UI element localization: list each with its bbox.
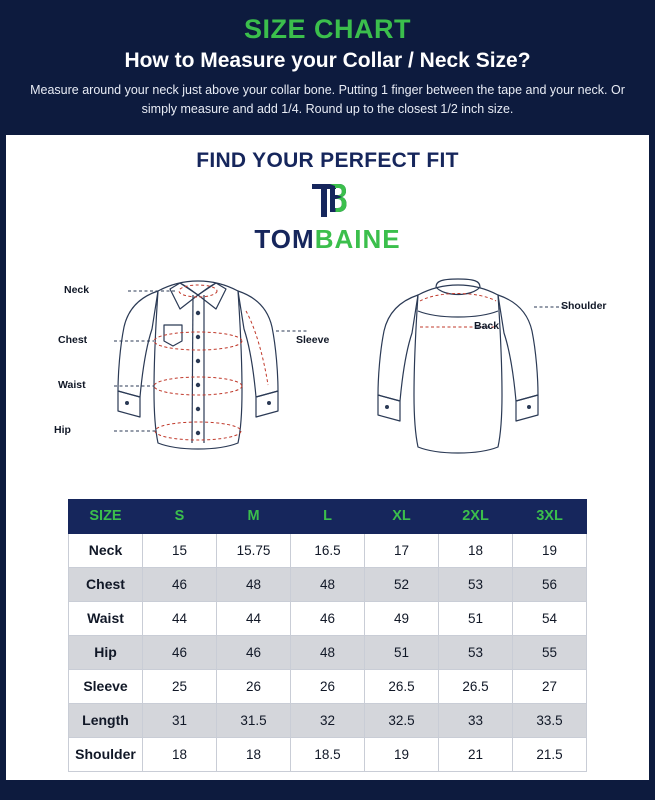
table-row — [69, 533, 587, 567]
cell: 33.5 — [513, 703, 587, 737]
cell: 15 — [143, 533, 217, 567]
cell: 33 — [439, 703, 513, 737]
cell: 48 — [291, 567, 365, 601]
table-row — [69, 567, 587, 601]
row-label: Shoulder — [69, 737, 143, 771]
cell: 17 — [365, 533, 439, 567]
cell: 21.5 — [513, 737, 587, 771]
cell: 25 — [143, 669, 217, 703]
cell: 48 — [291, 635, 365, 669]
cell: 46 — [143, 635, 217, 669]
size-table-body — [69, 533, 587, 771]
brand-name-second: BAINE — [314, 223, 401, 254]
size-table-container — [68, 499, 587, 772]
row-label: Length — [69, 703, 143, 737]
tb-monogram-icon — [306, 179, 350, 223]
row-label: Chest — [69, 567, 143, 601]
row-label: Neck — [69, 533, 143, 567]
table-row — [69, 669, 587, 703]
fit-card — [6, 135, 649, 780]
col-header-l: L — [291, 499, 365, 533]
cell: 44 — [217, 601, 291, 635]
cell: 26.5 — [439, 669, 513, 703]
cell: 52 — [365, 567, 439, 601]
cell: 55 — [513, 635, 587, 669]
cell: 18 — [217, 737, 291, 771]
cell: 32 — [291, 703, 365, 737]
label-shoulder: Shoulder — [561, 299, 607, 312]
table-row — [69, 737, 587, 771]
label-back: Back — [474, 319, 500, 332]
table-row — [69, 703, 587, 737]
brand-logo — [6, 179, 649, 255]
table-header-row — [69, 499, 587, 533]
cell: 26.5 — [365, 669, 439, 703]
cell: 44 — [143, 601, 217, 635]
page-title: SIZE CHART — [244, 14, 411, 44]
card-title: FIND YOUR PERFECT FIT — [196, 148, 459, 172]
table-row — [69, 601, 587, 635]
size-table — [68, 499, 587, 772]
shirt-diagram — [6, 251, 649, 473]
row-label: Sleeve — [69, 669, 143, 703]
cell: 18.5 — [291, 737, 365, 771]
label-waist: Waist — [58, 378, 86, 391]
header — [0, 0, 655, 131]
row-label: Waist — [69, 601, 143, 635]
cell: 31.5 — [217, 703, 291, 737]
cell: 21 — [439, 737, 513, 771]
col-header-s: S — [143, 499, 217, 533]
brand-name-first: TOM — [254, 223, 315, 254]
cell: 53 — [439, 567, 513, 601]
label-chest: Chest — [58, 333, 88, 346]
cell: 31 — [143, 703, 217, 737]
cell: 32.5 — [365, 703, 439, 737]
cell: 26 — [217, 669, 291, 703]
cell: 19 — [513, 533, 587, 567]
cell: 53 — [439, 635, 513, 669]
col-header-3xl: 3XL — [513, 499, 587, 533]
col-header-2xl: 2XL — [439, 499, 513, 533]
cell: 27 — [513, 669, 587, 703]
cell: 16.5 — [291, 533, 365, 567]
cell: 19 — [365, 737, 439, 771]
size-table-head — [69, 499, 587, 533]
cell: 46 — [143, 567, 217, 601]
cell: 46 — [217, 635, 291, 669]
label-neck: Neck — [64, 283, 90, 296]
cell: 18 — [439, 533, 513, 567]
cell: 56 — [513, 567, 587, 601]
cell: 15.75 — [217, 533, 291, 567]
shirt-illustration-svg — [28, 251, 628, 471]
page-subtitle: How to Measure your Collar / Neck Size? — [124, 49, 531, 72]
table-row — [69, 635, 587, 669]
col-header-m: M — [217, 499, 291, 533]
cell: 48 — [217, 567, 291, 601]
cell: 18 — [143, 737, 217, 771]
cell: 49 — [365, 601, 439, 635]
col-header-xl: XL — [365, 499, 439, 533]
row-label: Hip — [69, 635, 143, 669]
measure-instructions: Measure around your neck just above your collar bone. Putting 1 finger between the tape and your neck. Or simply measure and add 1/4. Round up to the closest 1/2 inch size. — [30, 83, 625, 116]
cell: 51 — [439, 601, 513, 635]
cell: 26 — [291, 669, 365, 703]
cell: 51 — [365, 635, 439, 669]
col-header-size: SIZE — [69, 499, 143, 533]
label-hip: Hip — [54, 423, 71, 436]
cell: 54 — [513, 601, 587, 635]
cell: 46 — [291, 601, 365, 635]
label-sleeve: Sleeve — [296, 333, 330, 346]
